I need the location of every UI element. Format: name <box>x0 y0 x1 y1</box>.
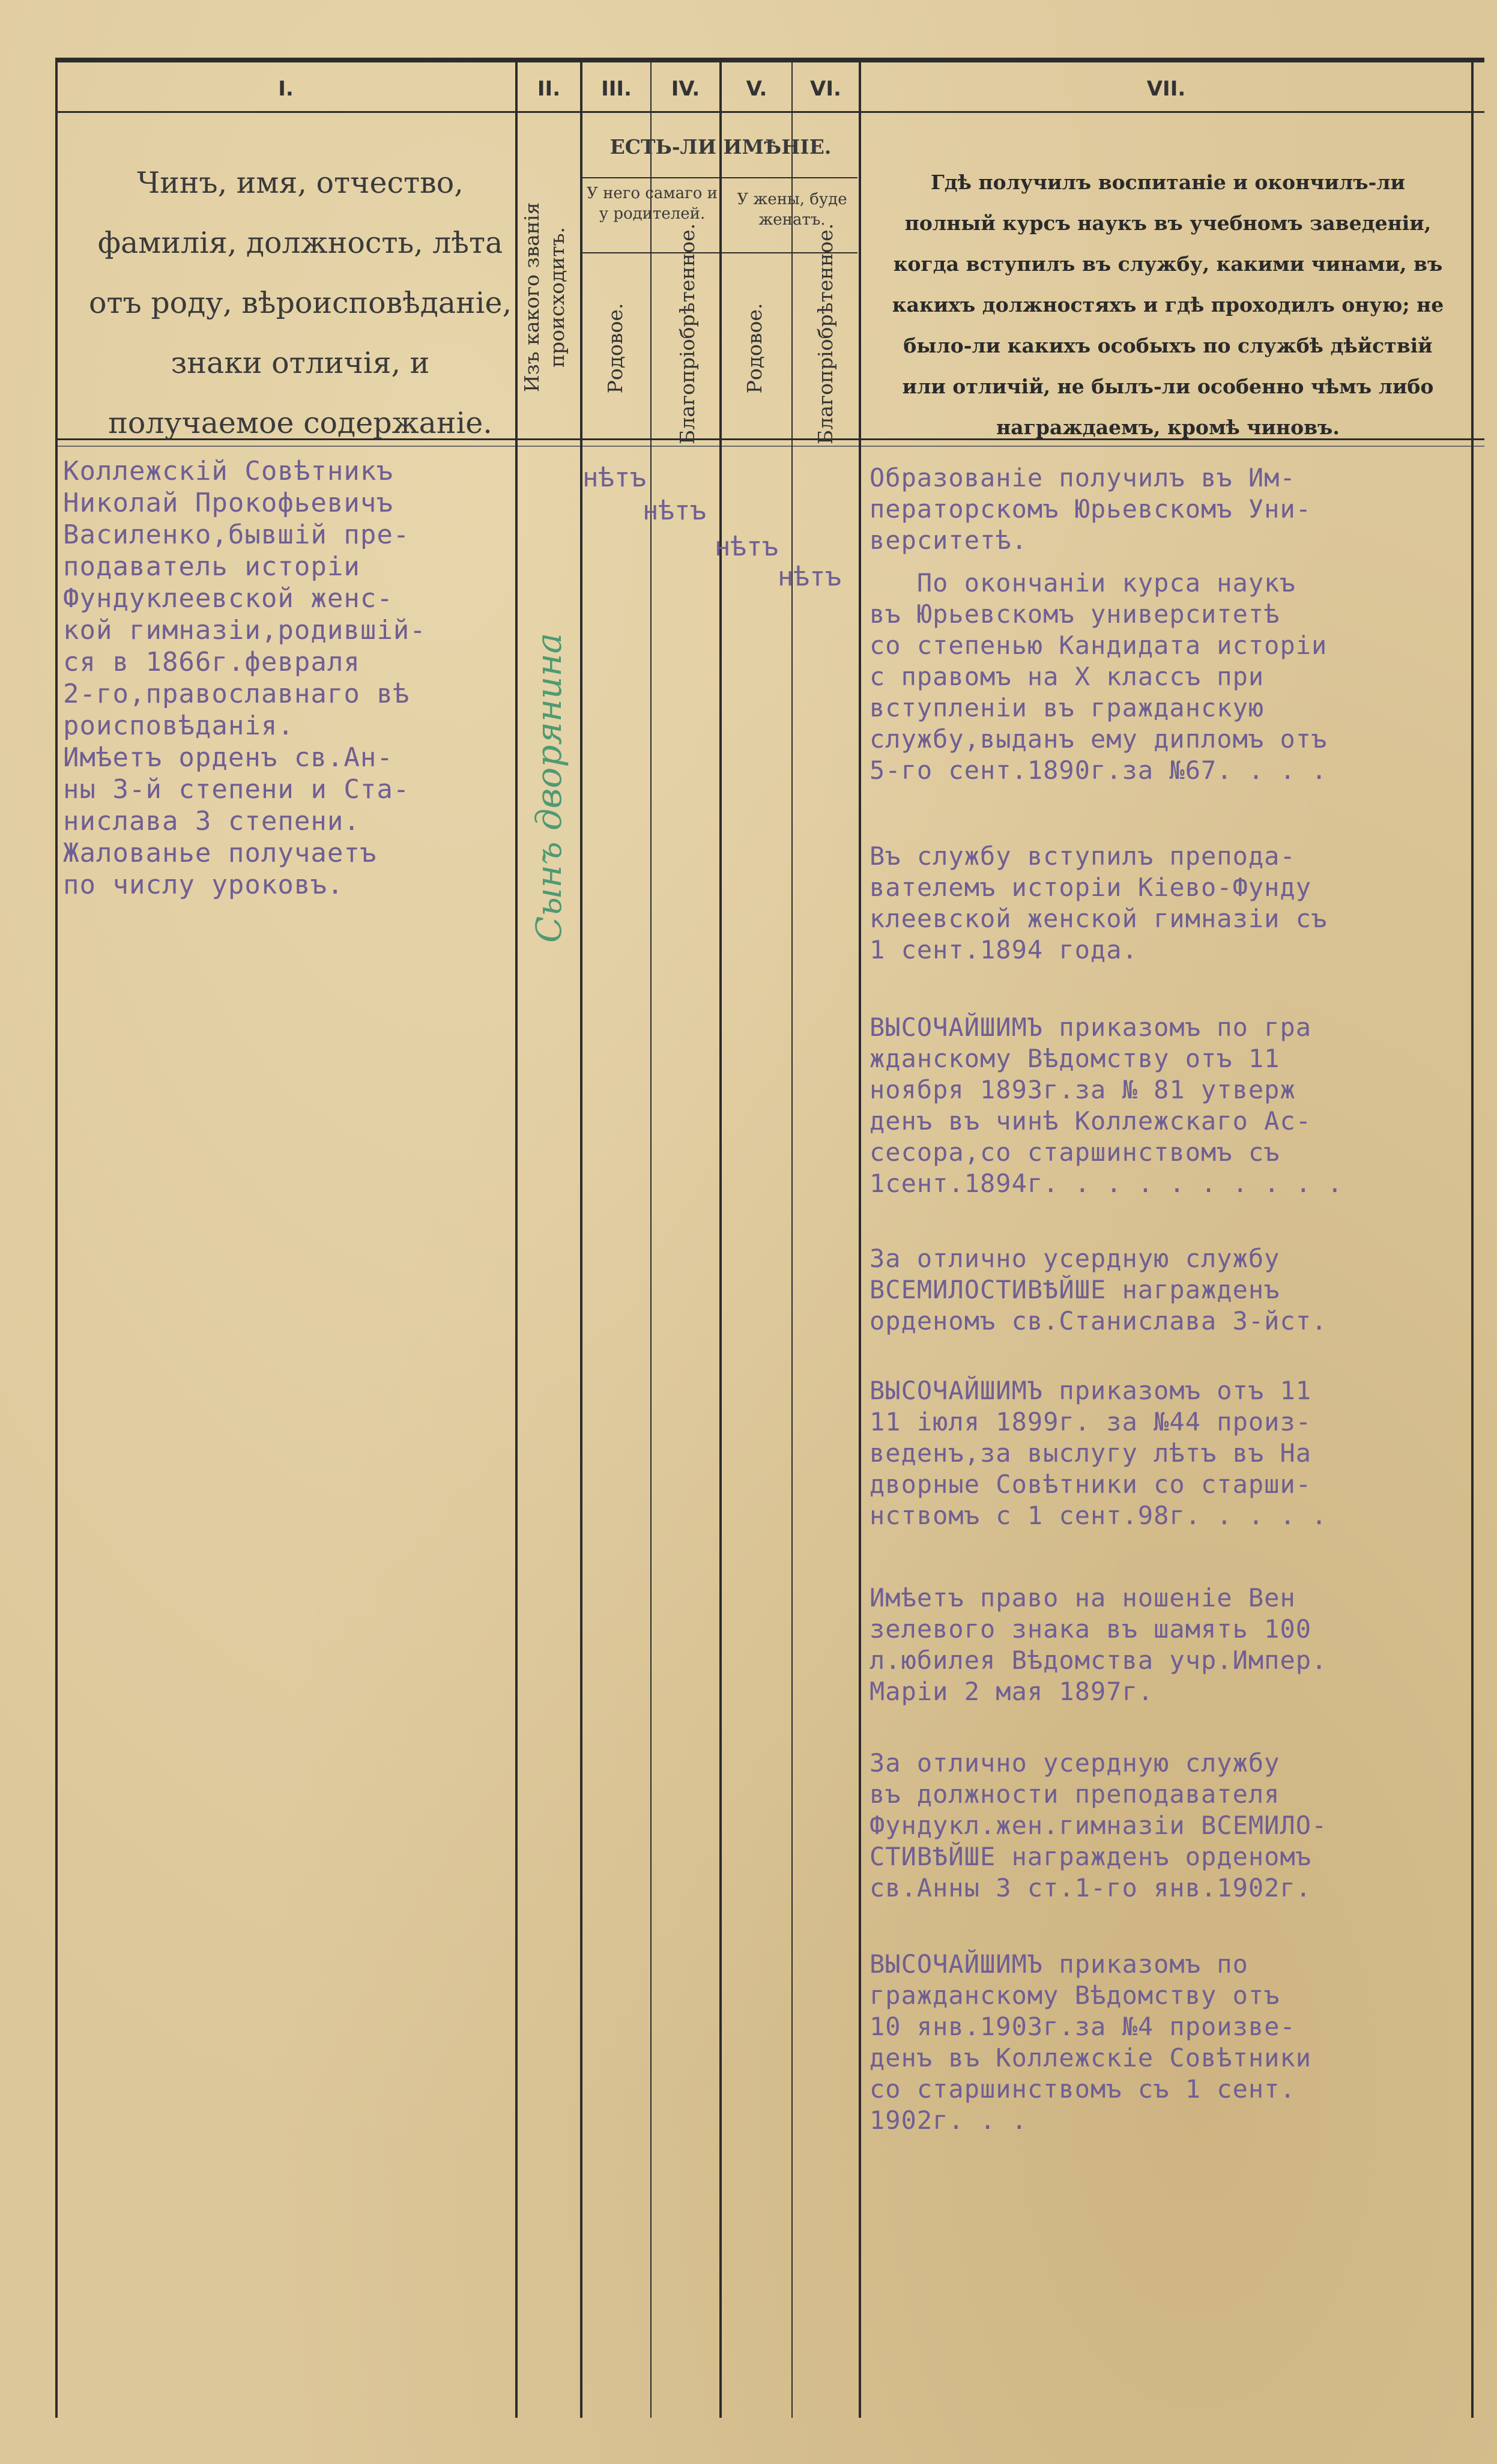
col7-line: СТИВѢЙШЕ награжденъ орденомъ <box>869 1842 1312 1871</box>
col-number-1: I. <box>278 77 294 101</box>
col1-line: ны 3-й степени и Ста- <box>63 774 410 805</box>
col-divider-5 <box>791 58 793 2418</box>
col1-line: роисповѣданія. <box>63 710 294 741</box>
col7-paragraph <box>869 1243 1327 1337</box>
col7-line: Въ службу вступилъ препода- <box>869 841 1296 871</box>
col7-line: въ Юрьевскомъ университетѣ <box>869 599 1280 629</box>
col-divider-2 <box>580 58 582 2418</box>
right-border <box>1471 58 1474 2418</box>
rodovoe-header-2: Родовое. <box>743 303 766 394</box>
col1-line: Фундуклеевской женс- <box>63 583 393 614</box>
col-number-5: V. <box>746 77 767 101</box>
own-parents-header: У него самаго и у родителей. <box>587 184 718 223</box>
col7-line: денъ въ чинѣ Коллежскаго Ас- <box>869 1106 1312 1136</box>
col-divider-4 <box>719 58 722 2418</box>
col7-line: службу,выданъ ему дипломъ отъ <box>869 724 1328 754</box>
col7-line: жданскому Вѣдомству отъ 11 <box>869 1044 1280 1073</box>
col2-handwritten-origin: Сынъ дворянина <box>528 632 569 943</box>
col7-paragraph <box>869 568 1327 786</box>
left-border <box>55 58 58 2418</box>
estate-title: ЕСТЬ-ЛИ ИМѢНІЕ. <box>609 135 832 159</box>
col7-line: ператорскомъ Юрьевскомъ Уни- <box>869 494 1312 524</box>
col7-paragraph <box>869 1012 1343 1199</box>
net-mark-4: нѣтъ <box>778 562 841 592</box>
col1-entry <box>63 455 426 901</box>
col7-line: За отлично усердную службу <box>869 1748 1280 1778</box>
col7-line: зелевого знака въ шамять 100 <box>869 1614 1312 1644</box>
col7-line: ВСЕМИЛОСТИВѢЙШЕ награжденъ <box>869 1275 1280 1304</box>
top-rule <box>55 58 1484 62</box>
col7-line: ВЫСОЧАЙШИМЪ приказомъ по гра <box>869 1013 1312 1042</box>
col7-line: вступленіи въ гражданскую <box>869 693 1265 722</box>
col-number-6: VI. <box>810 77 841 101</box>
col-number-7: VII. <box>1146 77 1186 101</box>
col7-paragraph <box>869 1375 1327 1531</box>
col7-paragraph <box>869 1748 1327 1904</box>
net-mark-1: нѣтъ <box>582 462 646 493</box>
col-number-2: II. <box>537 77 561 101</box>
col7-line: ВЫСОЧАЙШИМЪ приказомъ по <box>869 1949 1248 1979</box>
col7-line: с правомъ на X классъ при <box>869 662 1265 691</box>
col1-line: кой гимназіи,родившій- <box>63 615 426 646</box>
col7-line: дворные Совѣтники со старши- <box>869 1470 1312 1499</box>
col7-paragraph <box>869 462 1311 556</box>
blagopriobr-header-1: Благопріобрѣтенное. <box>676 223 699 444</box>
col7-paragraph <box>869 841 1327 966</box>
col7-line: За отлично усердную службу <box>869 1244 1280 1273</box>
col7-line: 11 іюля 1899г. за №44 произ- <box>869 1407 1312 1436</box>
wife-header: У жены, буде женатъ. <box>737 190 847 229</box>
col7-line: Имѣетъ право на ношеніе Вен <box>869 1583 1296 1612</box>
col7-header: Гдѣ получилъ воспитаніе и окончилъ-ли полный курсъ наукъ въ учебномъ заведеніи, когда вступилъ въ службу, какими чинами, въ какихъ должностяхъ и гдѣ проходилъ оную; не было-ли какихъ особыхъ по службѣ дѣйствій или отличій, не былъ-ли особенно чѣмъ либо награждаемъ, кромѣ чиновъ. <box>892 171 1444 439</box>
col1-line: ся в 1866г.февраля <box>63 647 360 677</box>
col7-line: верситетѣ. <box>869 525 1027 555</box>
numbers-rule <box>55 111 1484 113</box>
col7-line: 1902г. . . <box>869 2105 1027 2135</box>
col-number-3: III. <box>601 77 632 101</box>
col7-line: 1сент.1894г. . . . . . . . . . <box>869 1169 1343 1198</box>
col1-line: Жалованье получаетъ <box>63 838 377 868</box>
col7-line: Образованіе получилъ въ Им- <box>869 463 1296 492</box>
net-mark-2: нѣтъ <box>643 495 706 526</box>
col7-line: св.Анны 3 ст.1-го янв.1902г. <box>869 1873 1312 1902</box>
col-number-4: IV. <box>671 77 700 101</box>
col7-line: 5-го сент.1890г.за №67. . . . <box>869 755 1328 785</box>
col1-line: по числу уроковъ. <box>63 870 344 900</box>
col7-line: Маріи 2 мая 1897г. <box>869 1677 1154 1706</box>
col1-line: подаватель исторіи <box>63 551 360 582</box>
rodovoe-header-1: Родовое. <box>603 303 627 394</box>
col7-line: л.юбилея Вѣдомства учр.Импер. <box>869 1645 1328 1675</box>
col7-paragraph <box>869 1949 1311 2136</box>
col1-line: Имѣетъ орденъ св.Ан- <box>63 742 393 773</box>
col7-line: 10 янв.1903г.за №4 произве- <box>869 2012 1296 2041</box>
col7-line: нствомъ с 1 сент.98г. . . . . <box>869 1501 1328 1530</box>
col1-line: 2-го,православнаго вѣ <box>63 679 410 709</box>
col1-line: нислава 3 степени. <box>63 806 360 837</box>
col7-line: вателемъ исторіи Кіево-Фунду <box>869 873 1312 902</box>
col7-line: денъ въ Коллежскіе Совѣтники <box>869 2043 1312 2072</box>
col7-line: Фундукл.жен.гимназіи ВСЕМИЛО- <box>869 1811 1328 1840</box>
col7-line: со степенью Кандидата исторіи <box>869 631 1328 660</box>
col7-line: По окончаніи курса наукъ <box>869 568 1296 598</box>
col7-line: сесора,со старшинствомъ съ <box>869 1137 1280 1167</box>
col7-line: ноября 1893г.за № 81 утверж <box>869 1075 1296 1104</box>
col7-line: орденомъ св.Станислава 3-йст. <box>869 1306 1328 1336</box>
col-divider-6 <box>859 58 861 2418</box>
col7-line: гражданскому Вѣдомству отъ <box>869 1981 1280 2010</box>
col1-header: Чинъ, имя, отчество, фамилія, должность, лѣта отъ роду, вѣроисповѣданіе, знаки отличія, и получаемое содержаніе. <box>88 166 512 440</box>
col7-line: со старшинствомъ съ 1 сент. <box>869 2074 1296 2104</box>
col2-header: Изъ какого званія происходитъ. <box>520 202 569 393</box>
col1-line: Николай Прокофьевичъ <box>63 488 393 518</box>
col7-line: веденъ,за выслугу лѣтъ въ На <box>869 1438 1312 1468</box>
net-mark-3: нѣтъ <box>715 531 778 562</box>
col7-line: клеевской женской гимназіи съ <box>869 904 1328 933</box>
col7-line: въ должности преподавателя <box>869 1779 1280 1809</box>
col7-line: ВЫСОЧАЙШИМЪ приказомъ отъ 11 <box>869 1376 1312 1405</box>
col-divider-3 <box>650 58 652 2418</box>
col7-paragraph <box>869 1582 1327 1707</box>
blagopriobr-header-2: Благопріобрѣтенное. <box>814 223 837 444</box>
col7-line: 1 сент.1894 года. <box>869 935 1138 964</box>
col1-line: Коллежскій Совѣтникъ <box>63 456 393 486</box>
col1-line: Василенко,бывшій пре- <box>63 519 410 550</box>
